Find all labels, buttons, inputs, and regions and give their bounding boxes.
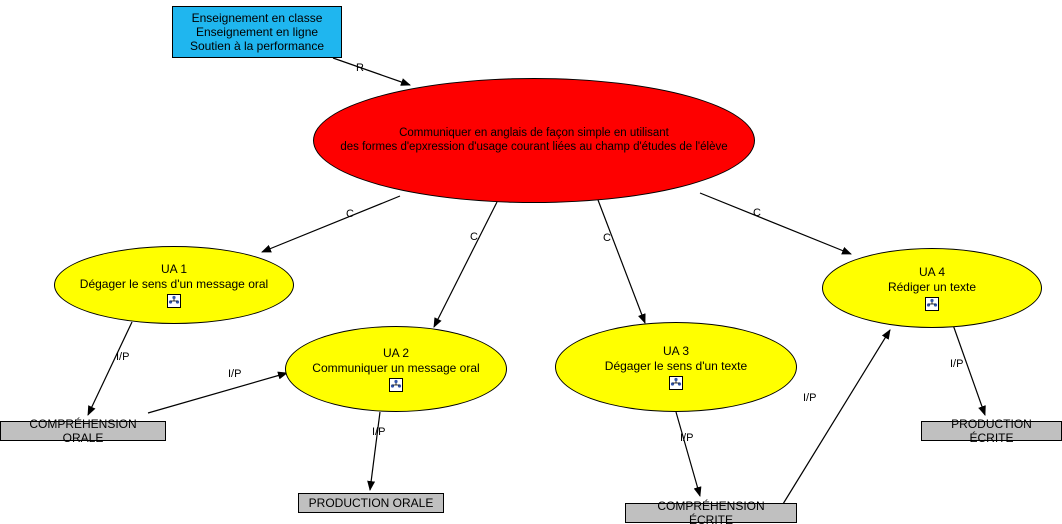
group-icon: [925, 297, 939, 311]
edge-label-ip6: I/P: [950, 358, 964, 370]
node-ua3[interactable]: [555, 322, 797, 412]
competence-line-2: des formes d'epxression d'usage courant liées au champ d'études de l'élève: [340, 140, 728, 153]
context-line-2: Enseignement en ligne: [195, 24, 319, 39]
competence-line-1: Communiquer en anglais de façon simple en utilisant: [399, 126, 669, 139]
edge-competence-ua1: [262, 196, 400, 252]
edge-label-c1: C: [346, 208, 354, 220]
node-production-ecrite[interactable]: [921, 416, 1062, 445]
production-ecrite-label: PRODUCTION ÉCRITE: [951, 416, 1032, 445]
edge-label-ip1: I/P: [116, 351, 130, 363]
edge-label-ip2: I/P: [228, 368, 242, 380]
edge-competence-ua3: [598, 200, 645, 323]
edge-comprehension-ecrite-ua4: [783, 330, 890, 504]
ua2-title: UA 2: [382, 346, 409, 361]
comprehension-orale-label: COMPRÉHENSION ORALE: [29, 416, 137, 445]
node-comprehension-ecrite[interactable]: [625, 498, 797, 524]
edge-label-c3: C: [603, 232, 611, 244]
ua4-title: UA 4: [918, 265, 945, 280]
node-competence[interactable]: [313, 78, 755, 203]
edge-ua2-production-orale: [370, 412, 380, 490]
ua1-subtitle: Dégager le sens d'un message oral: [79, 276, 269, 291]
group-icon: [669, 376, 683, 390]
edge-label-ip5: I/P: [803, 392, 817, 404]
ua1-title: UA 1: [160, 262, 187, 277]
edge-competence-ua2: [434, 202, 497, 327]
comprehension-ecrite-label: COMPRÉHENSION ÉCRITE: [657, 498, 765, 524]
node-context[interactable]: [172, 6, 342, 58]
group-icon: [167, 294, 181, 308]
edge-label-c4: C: [753, 207, 761, 219]
node-production-orale[interactable]: [298, 493, 444, 513]
node-ua1[interactable]: [54, 246, 294, 324]
context-line-3: Soutien à la performance: [189, 39, 325, 54]
edge-label-ip4: I/P: [680, 432, 694, 444]
ua4-subtitle: Rédiger un texte: [887, 279, 977, 294]
node-ua4[interactable]: [822, 248, 1042, 328]
production-orale-label: PRODUCTION ORALE: [308, 495, 434, 510]
edge-context-competence: [333, 58, 410, 85]
edge-ua3-comprehension-ecrite: [676, 412, 700, 496]
edge-competence-ua4: [700, 193, 851, 254]
edge-label-ip3: I/P: [372, 426, 386, 438]
edge-label-r: R: [356, 62, 364, 74]
ua2-subtitle: Communiquer un message oral: [312, 360, 480, 375]
node-comprehension-orale[interactable]: [0, 416, 166, 445]
edge-ua1-comprehension-orale: [88, 322, 132, 415]
ua3-subtitle: Dégager le sens d'un texte: [604, 358, 748, 373]
ua3-title: UA 3: [662, 344, 689, 359]
edge-comprehension-orale-ua2: [148, 373, 287, 413]
node-ua2[interactable]: [285, 326, 507, 412]
context-line-1: Enseignement en classe: [191, 10, 323, 25]
group-icon: [389, 378, 403, 392]
edge-label-c2: C: [470, 231, 478, 243]
